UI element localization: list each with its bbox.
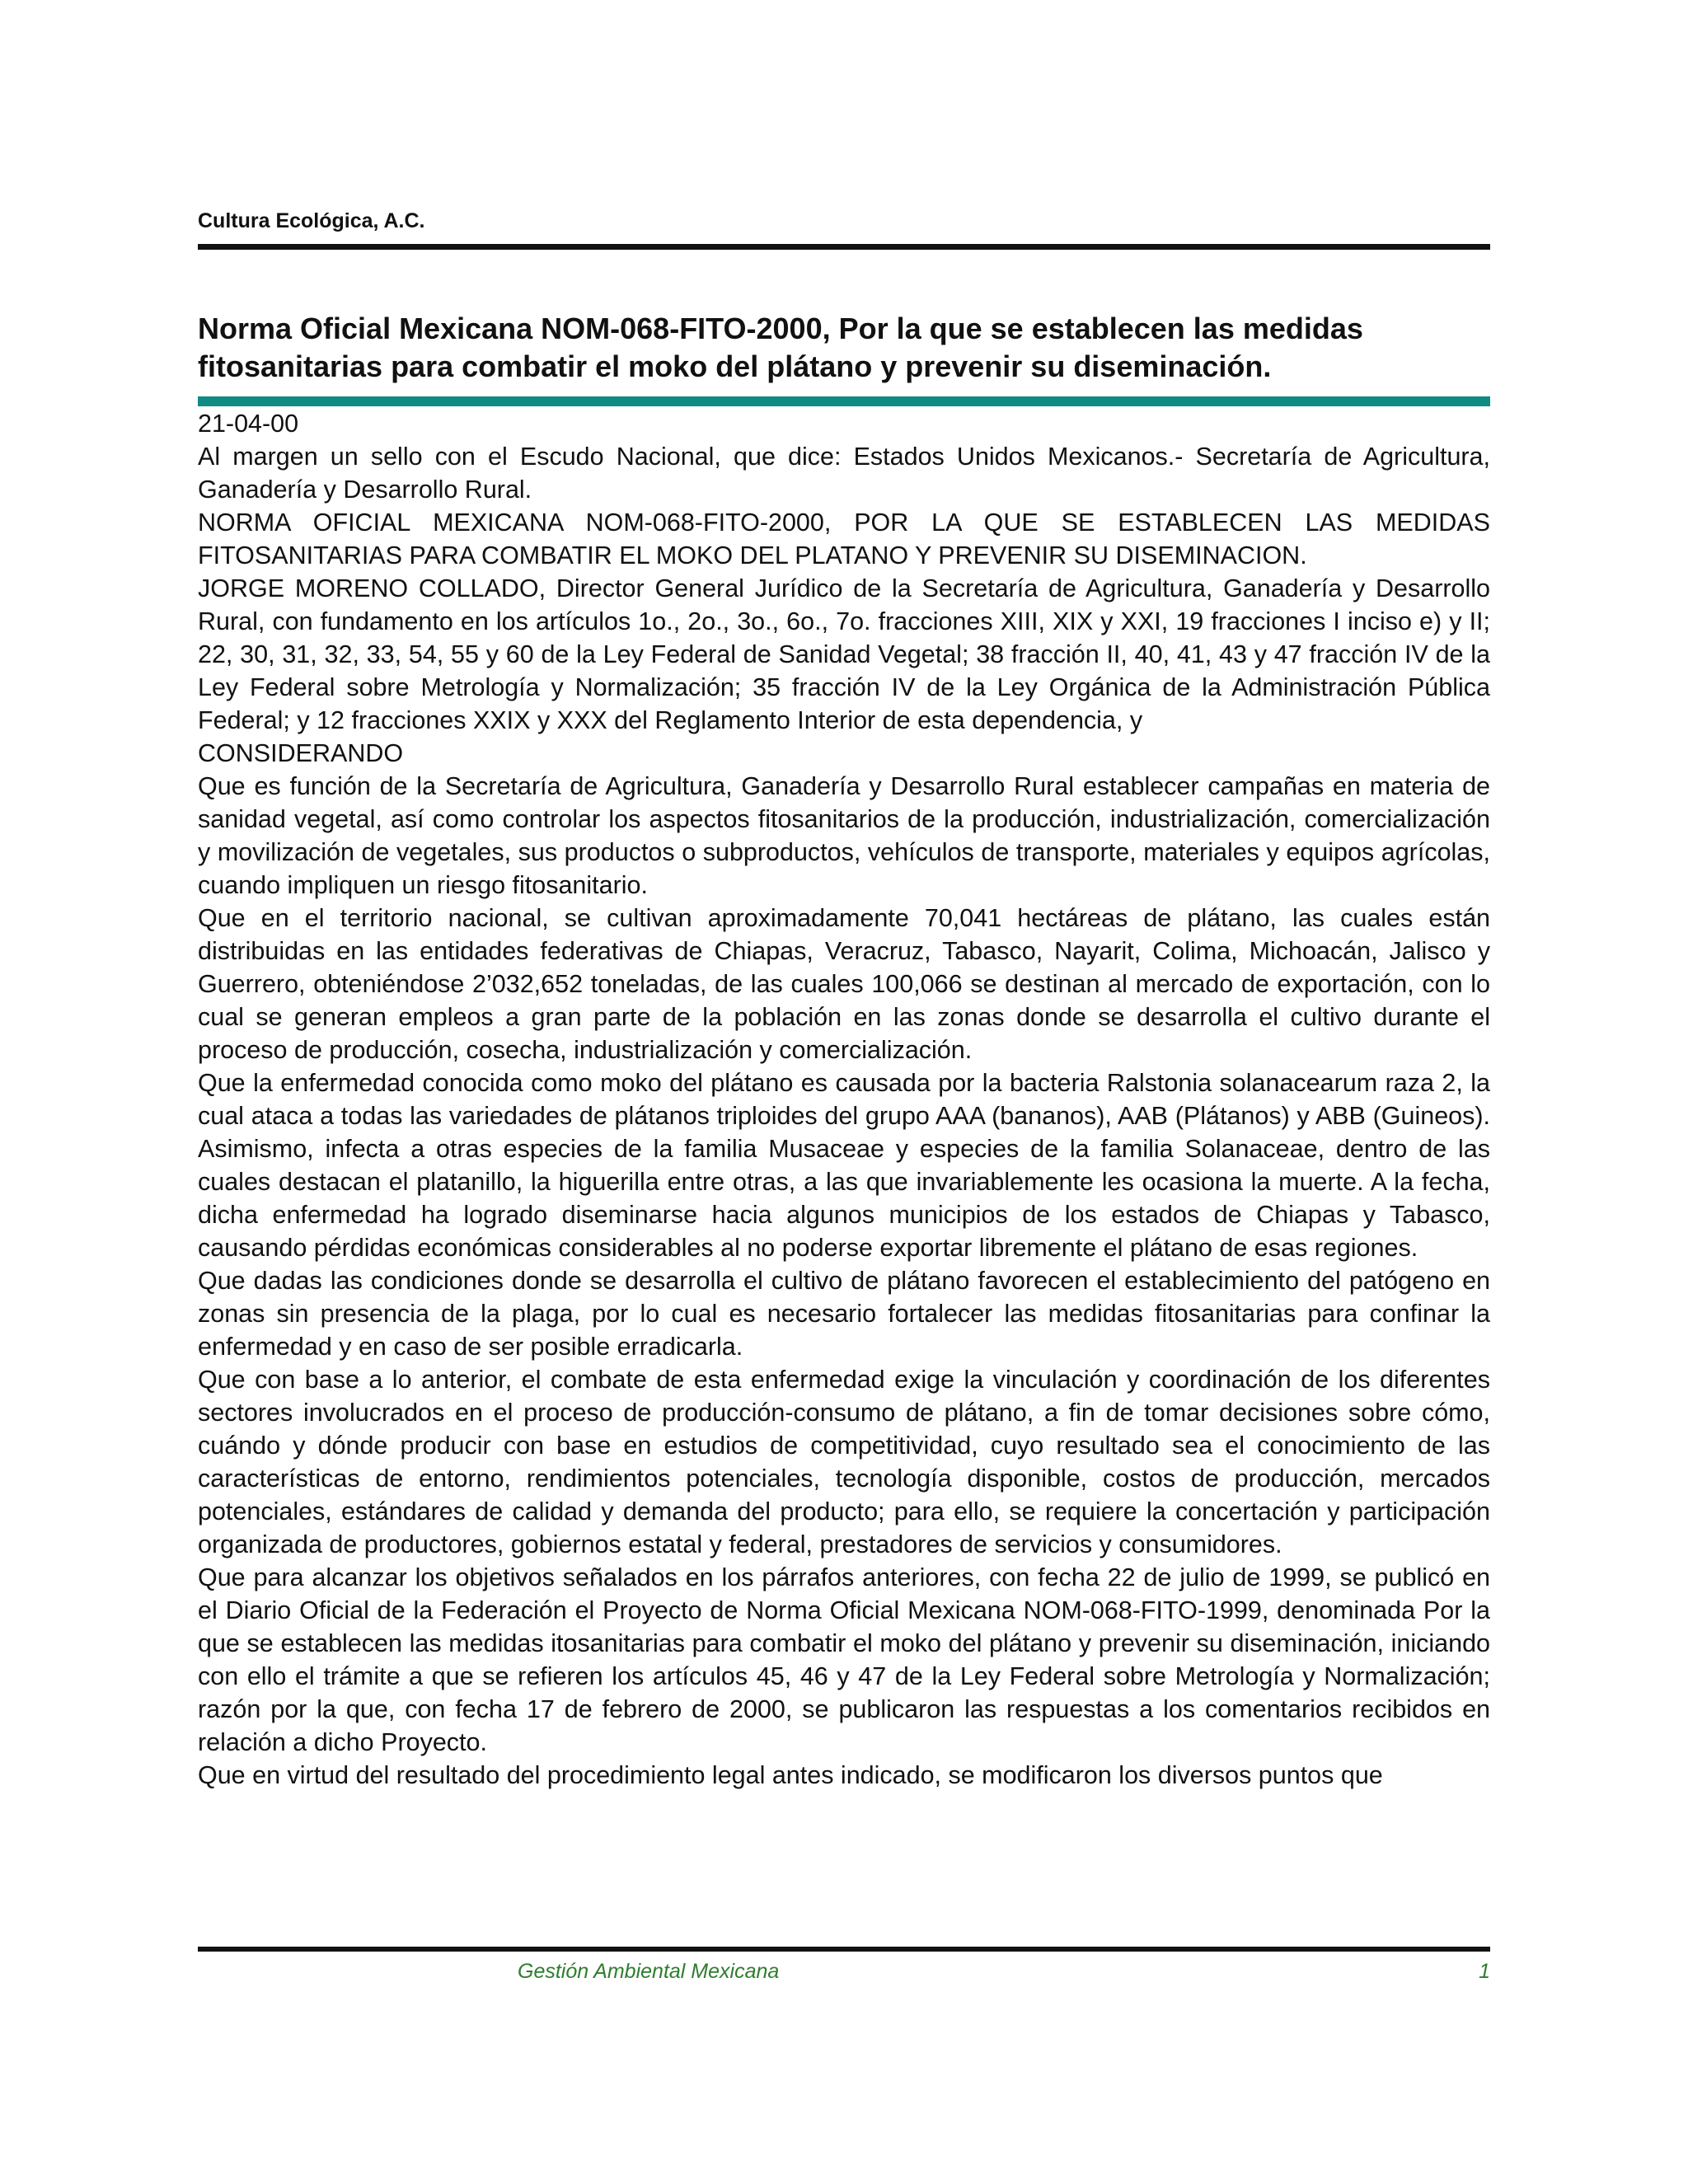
body-paragraph: NORMA OFICIAL MEXICANA NOM-068-FITO-2000, POR LA QUE SE ESTABLECEN LAS MEDIDAS FITOSANITARIAS PARA COMBATIR EL MOKO DEL PLATANO Y PREVENIR SU DISEMINACION. — [198, 509, 1490, 569]
body-paragraph: Al margen un sello con el Escudo Nacional, que dice: Estados Unidos Mexicanos.- Secretaría de Agricultura, Ganadería y Desarrollo Rural. — [198, 443, 1490, 504]
page-number: 1 — [1479, 1960, 1490, 1983]
body-paragraph: Que para alcanzar los objetivos señalados en los párrafos anteriores, con fecha 22 de julio de 1999, se publicó en el Diario Oficial de la Federación el Proyecto de Norma Oficial Mexicana NOM-068-FITO-1999, denominada Por la que se establecen las medidas itosanitarias para combatir el moko del plátano y prevenir su diseminación, iniciando con ello el trámite a que se refieren los artículos 45, 46 y 47 de la Ley Federal sobre Metrología y Normalización; razón por la que, con fecha 17 de febrero de 2000, se publicaron las respuestas a los comentarios recibidos en relación a dicho Proyecto. — [198, 1563, 1490, 1756]
header-divider — [198, 244, 1490, 250]
document-body — [198, 407, 1490, 1792]
body-paragraph: Que en virtud del resultado del procedimiento legal antes indicado, se modificaron los diversos puntos que — [198, 1761, 1383, 1789]
document-title: Norma Oficial Mexicana NOM-068-FITO-2000, Por la que se establecen las medidas fitosanitarias para combatir el moko del plátano y prevenir su diseminación. — [198, 312, 1363, 383]
body-paragraph: JORGE MORENO COLLADO, Director General Jurídico de la Secretaría de Agricultura, Ganadería y Desarrollo Rural, con fundamento en los artículos 1o., 2o., 3o., 6o., 7o. fracciones XIII, XIX y XXI, 19 fracciones I inciso e) y II; 22, 30, 31, 32, 33, 54, 55 y 60 de la Ley Federal de Sanidad Vegetal; 38 fracción II, 40, 41, 43 y 47 fracción IV de la Ley Federal sobre Metrología y Normalización; 35 fracción IV de la Ley Orgánica de la Administración Pública Federal; y 12 fracciones XXIX y XXX del Reglamento Interior de esta dependencia, y — [198, 574, 1490, 734]
title-divider — [198, 396, 1490, 406]
organization-header: Cultura Ecológica, A.C. — [198, 209, 425, 232]
date-line: 21-04-00 — [198, 410, 299, 438]
section-heading: CONSIDERANDO — [198, 739, 404, 767]
body-paragraph: Que con base a lo anterior, el combate de esta enfermedad exige la vinculación y coordinación de los diferentes sectores involucrados en el proceso de producción-consumo de plátano, a fin de tomar decisiones sobre cómo, cuándo y dónde producir con base en estudios de competitividad, cuyo resultado sea el conocimiento de las características de entorno, rendimientos potenciales, tecnología disponible, costos de producción, mercados potenciales, estándares de calidad y demanda del producto; para ello, se requiere la concertación y participación organizada de productores, gobiernos estatal y federal, prestadores de servicios y consumidores. — [198, 1366, 1490, 1558]
footer-publication: Gestión Ambiental Mexicana — [518, 1960, 780, 1983]
body-paragraph: Que dadas las condiciones donde se desarrolla el cultivo de plátano favorecen el establecimiento del patógeno en zonas sin presencia de la plaga, por lo cual es necesario fortalecer las medidas fitosanitarias para confinar la enfermedad y en caso de ser posible erradicarla. — [198, 1267, 1490, 1361]
body-paragraph: Que la enfermedad conocida como moko del plátano es causada por la bacteria Ralstonia solanacearum raza 2, la cual ataca a todas las variedades de plátanos triploides del grupo AAA (bananos), AAB (Plátanos) y ABB (Guineos). Asimismo, infecta a otras especies de la familia Musaceae y especies de la familia Solanaceae, dentro de las cuales destacan el platanillo, la higuerilla entre otras, a las que invariablemente les ocasiona la muerte. A la fecha, dicha enfermedad ha logrado diseminarse hacia algunos municipios de los estados de Chiapas y Tabasco, causando pérdidas económicas considerables al no poderse exportar libremente el plátano de esas regiones. — [198, 1069, 1490, 1262]
body-paragraph: Que es función de la Secretaría de Agricultura, Ganadería y Desarrollo Rural establecer campañas en materia de sanidad vegetal, así como controlar los aspectos fitosanitarios de la producción, industrialización, comercialización y movilización de vegetales, sus productos o subproductos, vehículos de transporte, materiales y equipos agrícolas, cuando impliquen un riesgo fitosanitario. — [198, 772, 1490, 899]
footer-divider — [198, 1947, 1490, 1952]
body-paragraph: Que en el territorio nacional, se cultivan aproximadamente 70,041 hectáreas de plátano, las cuales están distribuidas en las entidades federativas de Chiapas, Veracruz, Tabasco, Nayarit, Colima, Michoacán, Jalisco y Guerrero, obteniéndose 2’032,652 toneladas, de las cuales 100,066 se destinan al mercado de exportación, con lo cual se generan empleos a gran parte de la población en las zonas donde se desarrolla el cultivo durante el proceso de producción, cosecha, industrialización y comercialización. — [198, 904, 1490, 1064]
